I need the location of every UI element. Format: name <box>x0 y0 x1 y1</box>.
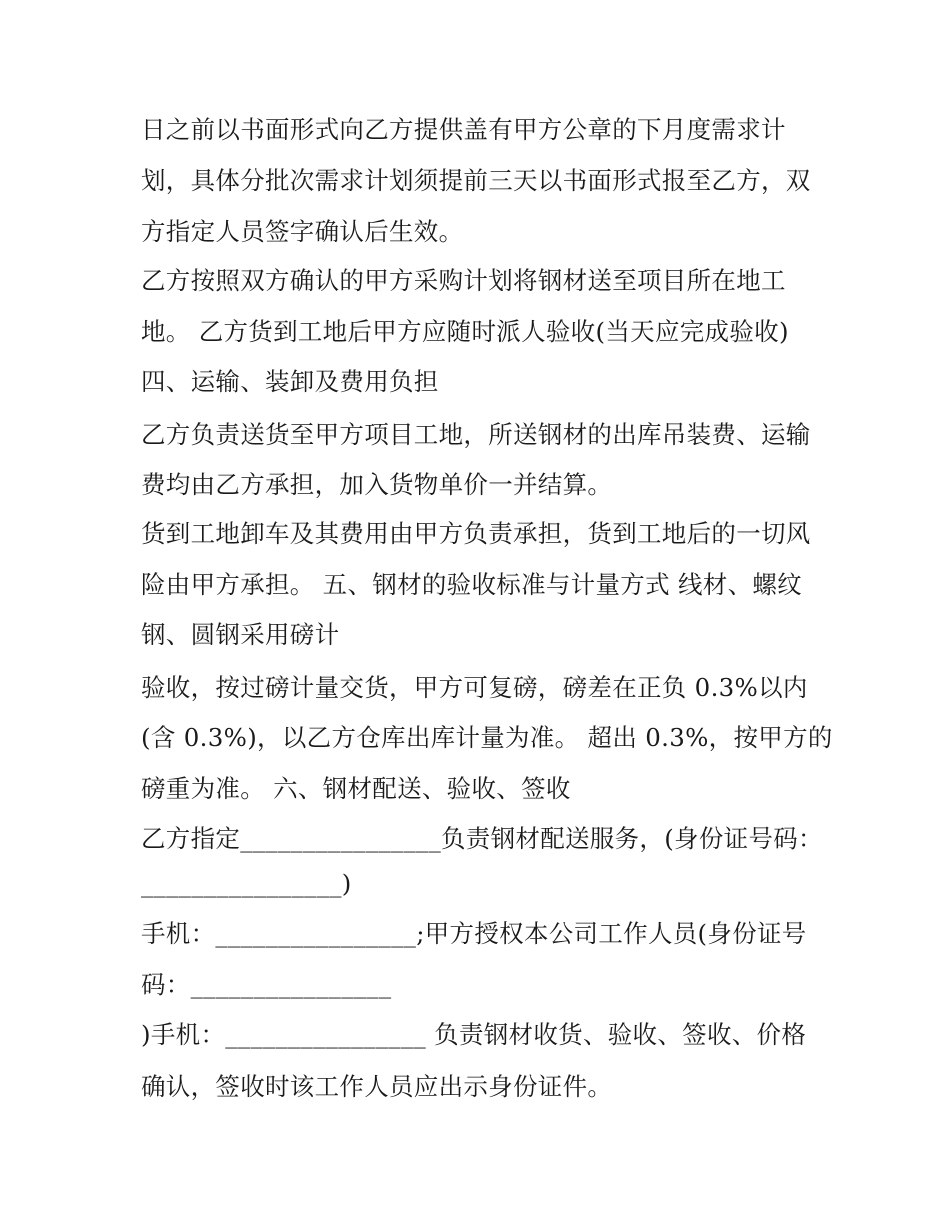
text-line-18: 码：________________ <box>141 970 392 999</box>
text-line-3: 方指定人员签字确认后生效。 <box>141 217 464 246</box>
text-line-9: 货到工地卸车及其费用由甲方负责承担，货到工地后的一切风 <box>141 519 811 548</box>
text-line-4: 乙方按照双方确认的甲方采购计划将钢材送至项目所在地工 <box>141 266 786 295</box>
text-line-7: 乙方负责送货至甲方项目工地，所送钢材的出库吊装费、运输 <box>141 420 811 449</box>
text-line-13: (含 0.3%)，以乙方仓库出库计量为准。 超出 0.3%，按甲方的 <box>141 723 833 752</box>
text-line-10: 险由甲方承担。 五、钢材的验收标准与计量方式 线材、螺纹 <box>141 570 802 599</box>
text-line-14: 磅重为准。 六、钢材配送、验收、签收 <box>141 774 571 803</box>
text-line-17: 手机：________________;甲方授权本公司工作人员(身份证号 <box>141 919 807 948</box>
text-line-5: 地。 乙方货到工地后甲方应随时派人验收(当天应完成验收) <box>141 317 789 346</box>
text-line-1: 日之前以书面形式向乙方提供盖有甲方公章的下月度需求计 <box>141 115 786 144</box>
section-heading-4: 四、运输、装卸及费用负担 <box>141 367 439 396</box>
text-line-2: 划，具体分批次需求计划须提前三天以书面形式报至乙方，双 <box>141 166 811 195</box>
text-line-12: 验收，按过磅计量交货，甲方可复磅，磅差在正负 0.3%以内 <box>141 673 808 702</box>
text-line-20: 确认，签收时该工作人员应出示身份证件。 <box>141 1072 613 1101</box>
text-line-16: ________________) <box>141 869 352 898</box>
text-line-19: )手机：________________ 负责钢材收货、验收、签收、价格 <box>141 1020 807 1049</box>
text-line-8: 费均由乙方承担，加入货物单价一并结算。 <box>141 470 613 499</box>
text-line-15: 乙方指定________________负责钢材配送服务，(身份证号码： <box>141 824 823 853</box>
text-line-11: 钢、圆钢采用磅计 <box>141 620 340 649</box>
